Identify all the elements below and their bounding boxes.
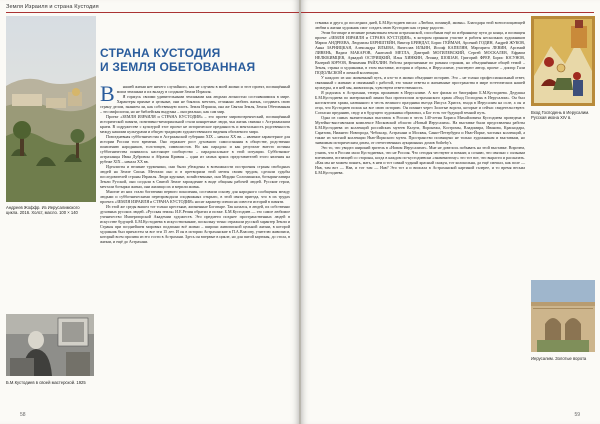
photo-golden-gate xyxy=(531,280,595,352)
right-paragraph: Этим богатыре и великие романтикам земли астраханской, способным ещё по избранному пути до конца, и посвящен проект «ЗЕМЛЯ ИЗРАИЛЯ и СТРАНА КУСТОДИЯ», в котором приняли участие и работы нескольких художников Марии АНДРЕЕВА, Людмилы БЕРНШТЕЙН, Виктор БРИНДАТ, Борис ГЕЙМАН, Арсений ГОДИН, Андрей ЖУКОВ, Анна ЗАРНИЦКАЯ, Александра ИЛЬЕВА, Вячеслав ИЛЬИН, Иосиф КАПЕЛЯН, Маргарита ЛЕВИН, Арсений ЛИВЕНЬ, Вадим МАКАРОВ, Анатолий МЕТЛА, Дмитрий МОГИЛЕВСКИЙ, Сергей МОСКАЛЕВ, Ефраим НЕЛЮБИМЦЕВ, Аркадий ОСТРИЦКИЙ, Илья ХИНКИН, Леонид ШОШАН, Григорий ФРЕР, Борис ЮСУНОВ, Валерий ЮРУОВ, Вениамин РАЙХЛИН. Работы разрозненные по разным странам, но объединённые общей темой – Земля, страна и художники, в этом выставке, история и образы, в Иерусалиме, участвуют автор, проект – доктор Гали ПОДОЛЬСКОЙ в личной коллекции. xyxy=(315,30,525,76)
left-paragraph: Проект «ЗЕМЛЯ ИЗРАИЛЯ и СТРАНА КУСТОДИЯ» – это проект мировоззренческий, посвящённый исторической памяти, позитивно-мемориальной стали конкретные люди, чья жизнь связана с Астраханским краем. В содружестве с культурой этот проект не историческое преданность и ментальность родственность между нашими культурами и общую традицию художественного видения обитаемого мира. xyxy=(100,114,290,135)
photo-kustodiev-studio xyxy=(6,314,94,376)
right-paragraph: Одна из самых значительных выставок в России в честь 140-летия Бориса Михайловича Кустодиева проведена в Музейно-выставочном комплексе Московской области «Новый Иерусалим». На выставке были представлены работы Б.М.Кустодиева из коллекций российских музеев Калуги, Воронежа, Костромы, Владимира, Иванова, Краснодара, Саратова, Нижнего Новгорода, Чебоксар, Астрахани и Москвы, Санкт-Петербурга и Нью-Йорке, частных коллекций, а также из частной коллекции Нью-Йоркского музея. Пространство посвящено не только художникам и выставкам, но значимым историческим датам, от отечественных аукционных домов Sotheby's. xyxy=(315,115,525,146)
left-paragraph: Из этой же среды вышел тот только крестьяне, жизненные Богатыре. Так казался, в людей, их собственно духовных русских людей. «Русская земля» И.Е.Репин обратил и позже. Б.М.Кустодиев — это самое любимое ученичество Императорской Академии художеств. Это предмети позднее пространственных людей в искусстве будущей. Б.М.Кустодиева в искусствознание, поскольку точно отражали русской характер Земли и Страны при позднейшем мировых подлинно всё жизни – широки живописной цельной жизни, в которой художник был причастен за все эти 15 лет. И он в истории Астраханские в П.А.Власову, учителю живописи, который всем пролива из его гости в Астрахани. Здесь он впервые в цикле, но для пятой картины, до стола, в жизни, и ещё до Астрахани. xyxy=(100,204,290,245)
running-header: Земля Израиля и страна Кустодия xyxy=(6,4,99,10)
header-rule-right xyxy=(301,12,594,13)
article-title xyxy=(100,46,290,74)
caption-bottom-photo: Б.М.Кустодиев в своей мастерской. 1925 xyxy=(6,380,86,385)
right-page xyxy=(301,0,600,424)
right-paragraph: У каждого из нас жизненный путь, и кто-то в жизни объединит историю. Это – не только профессиональный ответ, связанный с жизнью и связанный с работой, это также ответы и жизненные пространства в мире эстетических нашей культуры, и в ней мы, живописцы, чувствуем ответственность. xyxy=(315,75,525,91)
left-page xyxy=(0,0,299,424)
left-paragraph: Повседневная субботничестиа в Астраханской губернии XIX – начала XX вв. – явление характерное для истории России того времени. Оно отражает рост духовного самосознания в обществе, родственно появлению народников, толстовцев, символистов. Но как парадокс и как результат вместо истины субботничества появилось настоящее сообщество – парадоксальное в этой ситуации. Субботники-астраханцы Иван Дубровин и Абрамн Кривин – одни из самых ярких представителей этого явления на рубеже XIX – начала XX вв. xyxy=(100,134,290,165)
page-number-right: 59 xyxy=(574,412,580,418)
left-paragraph: Идеалисты и великие труженики, они были убеждены в возможности построения страны свободных людей на Земле Сиона. Мечтали оно и в претворили этой мечты своим трудом, сделали судьбы последователей страны Израиля. Люди крупные, хозяйственные, они Мордко Соломиански, ботырин-лавира Земли Русской, они создали в Святой Земле зарождение в виде общины рабочей людей. Русские герои, мечтали ботырки жизни, они жилищи их и мерили жизнь. xyxy=(100,164,290,190)
painting-jerusalem-landscape-svg xyxy=(6,16,96,202)
right-paragraph: Это то, что увидел широкий зритель в «Новом Иерусалиме». Мне не довелось побывать на этой выставке. Впрочем, узнать, что в России мало Кустодиевых, что не Россия. Что сегодня чествуют и помнят, я сознаю, что связано с сильным влечением, встающей со стороны, когда в каждом по-кустодиевски «знаменитому» это тот вот, что вырасти и рассказать. «Как мы не можем понять, мать, в нем и тот самый чудный красный скакун, тот колокольня, да ещё смешал, как поле — Нав, там вот — Нав, и тот там — Нав? Это тот я и вписала в Астраханской картиной галерее, и то время весьма Б.М.Кустодиева. xyxy=(315,145,525,176)
right-paragraph: Я родилась в Астрахани, теперь проживаю в Иерусалиме. А вот фильм из биографии Б.М.Кустодиева. Дедушка Б.М.Кустодиева по материнской линии был протопопом астраханского храма «Вход Господень в Иерусалим». Он был настоятелем храма, названного в честь великого праздника въезда Иисуса Христа, входа в Иерусалим на осле, а он и отца, что Кустодиев похож на все свою историю. Он помнит через Золотые ворота, которые и сейчас свидетельствуют. Согласно преданию, сюду и в будущего художника образовал, а Бог есть тот будущий земной путь. xyxy=(315,90,525,116)
right-paragraph: ствника и друга до последних дней, Б.М.Кустодиев писал: «Любим, поминуй, жизнь». Благодаря этой всепоглощающей любви к жизни художник смог создать свою Кустодию как страну радости. xyxy=(315,20,525,31)
photo-kustodiev-studio-svg xyxy=(6,314,94,376)
left-paragraph: Многие из них стали богатеями первого поколения, составили основу для народного сообщения между людьми и субботническими перепроводили сподвижных открыто, в этой связи приезда, что в их трудах проекта «ЗЕМЛЯ ИЗРАИЛЯ и СТРАНА КУСТОДИЯ» носят характер спеши на совести историй в памяти. xyxy=(100,189,290,205)
caption-icon: Вход Господень в Иерусалим. Русская икона XIV в. xyxy=(531,110,590,121)
article-title-line-2: И ЗЕМЛЯ ОБЕТОВАННАЯ xyxy=(100,60,256,74)
icon-entry-into-jerusalem xyxy=(531,16,595,106)
left-paragraph: нашей жизни нет ничего случайного, как не случаен в моей жизни и этот проект, посвящённый моим землякам и их вкладу в создание Земли Израиля. xyxy=(116,84,290,95)
caption-golden-gate: Иерусалим. Золотые ворота xyxy=(531,356,587,361)
article-title-line-1: СТРАНА КУСТОДИЯ xyxy=(100,46,221,60)
right-body-text xyxy=(315,20,525,175)
left-body-text xyxy=(100,81,290,245)
page-number-left: 58 xyxy=(20,412,26,418)
left-paragraph: Я горжусь своими удивительными земляками как людьми личностно состоявшимися в мире. Характеры прямые и цельные, они не боялись мечтать, отчаянно любить жизнь, создавать свою страну делом, знанием ли, как собственную плоть. Земля Израиля, она же Святая Земля, Земля Обетованная – это мифология, но не библейская выдумка – они реально, как сам мир. xyxy=(100,94,290,115)
icon-entry-into-jerusalem-svg xyxy=(531,16,595,106)
drop-cap: В xyxy=(100,81,115,106)
header-rule xyxy=(6,12,299,13)
caption-top-painting: Андреев Жоффр. Из Иерусалимского цикла. 2016. Холст, масло. 100 × 140 xyxy=(6,205,80,216)
photo-golden-gate-svg xyxy=(531,280,595,352)
painting-jerusalem-landscape xyxy=(6,16,96,202)
